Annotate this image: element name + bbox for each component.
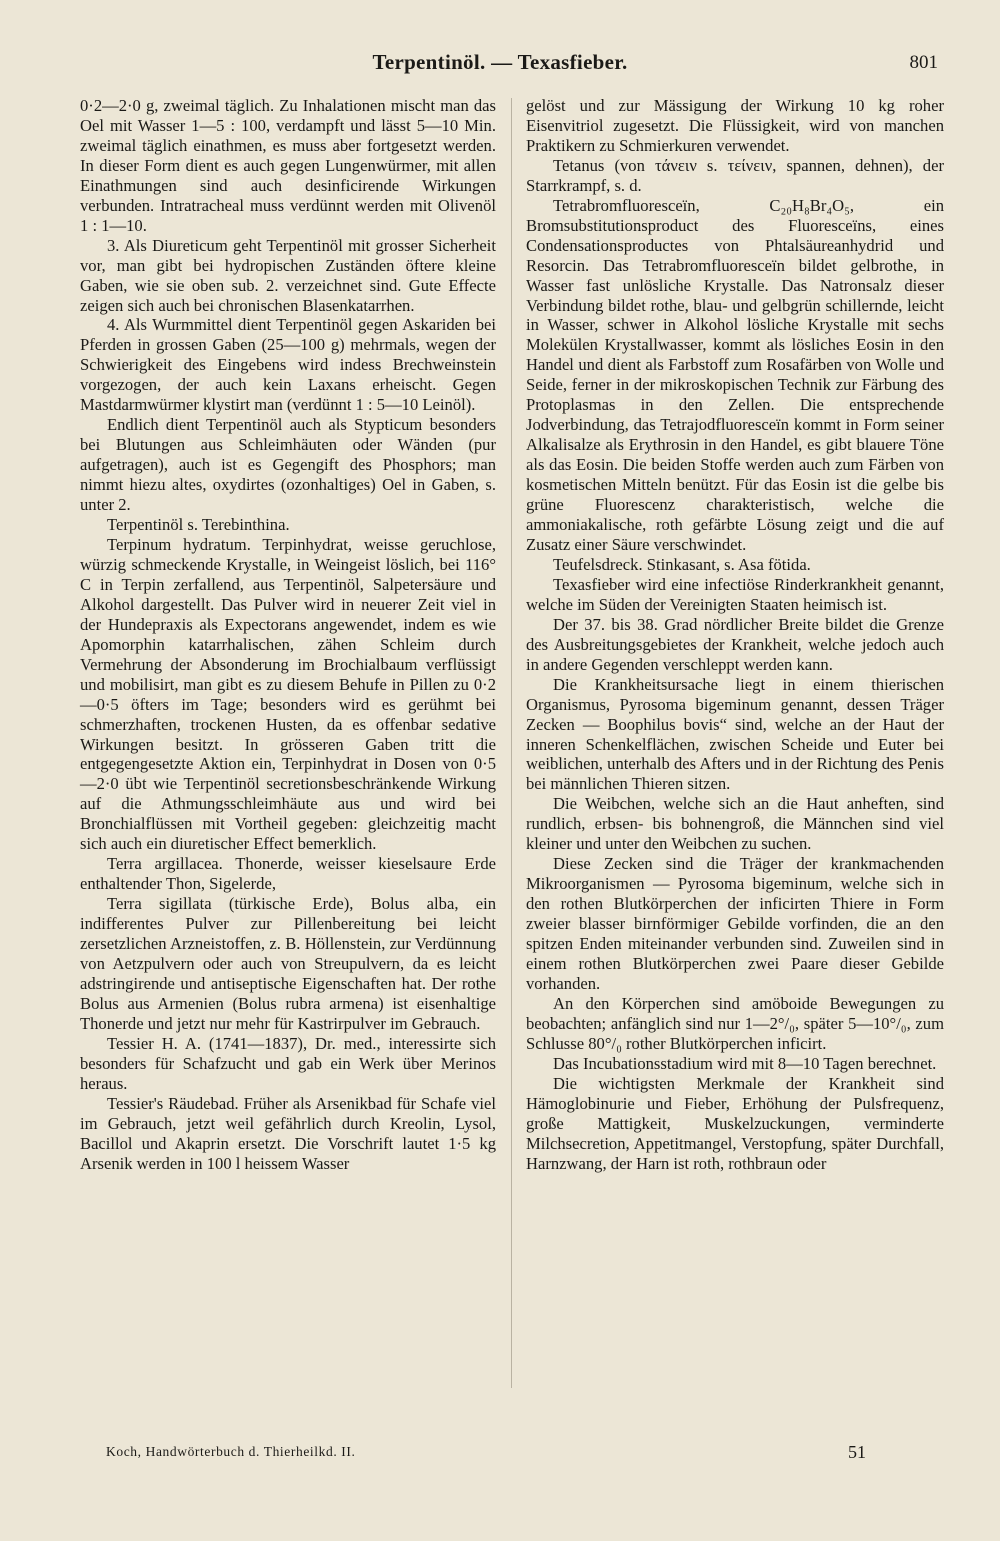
paragraph: An den Körperchen sind amöboide Bewegungen zu beobachten; anfänglich sind nur 1—2°/₀, später 5—10°/₀, zum Schlusse 80°/₀ rother Blutkörperchen inficirt. — [526, 993, 944, 1053]
paragraph: Diese Zecken sind die Träger der krankmachenden Mikroorganismen — Pyrosoma bigeminum, welche sich in den rothen Blutkörperchen der inficirten Thiere in Form zweier blasser birnförmiger Gebilde vorfinden, die an den spitzen Enden miteinander verbunden sind. Zuweilen sind in einem rothen Blutkörperchen zwei Paare dieser Gebilde vorhanden. — [526, 854, 944, 993]
column-rule — [511, 98, 512, 1388]
page-number: 801 — [909, 52, 938, 73]
paragraph: Das Incubationsstadium wird mit 8—10 Tagen berechnet. — [553, 1053, 937, 1073]
paragraph: Endlich dient Terpentinöl auch als Stypticum besonders bei Blutungen aus Schleimhäuten oder Wänden (pur aufgetragen), auch ist es Gegengift des Phosphors; man nimmt hiezu altes, oxydirtes (ozonhaltiges) Oel in Gaben, s. unter 2. — [80, 415, 496, 515]
running-title: Terpentinöl. — Texasfieber. — [372, 50, 628, 74]
entry-tessiers-raeudebad: Tessier's Räudebad. Früher als Arsenikbad für Schafe viel im Gebrauch, jetzt weil gefährlich durch Kreolin, Lysol, Bacillol und Akaprin ersetzt. Die Vorschrift lautet 1·5 kg Arsenik werden in 100 l heissem Wasser — [80, 1093, 496, 1173]
entry-terra-argillacea: Terra argillacea. Thonerde, weisser kieselsaure Erde enthaltender Thon, Sigelerde, — [80, 854, 496, 894]
entry-tessier: Tessier H. A. (1741—1837), Dr. med., interessirte sich besonders für Schafzucht und gab ein Werk über Merinos heraus. — [80, 1033, 496, 1093]
paragraph: 3. Als Diureticum geht Terpentinöl mit grosser Sicherheit vor, man gibt bei hydropischen Zuständen öftere kleine Gaben, wie sie oben sub. 2. verzeichnet sind. Gute Effecte zeigen sich auch bei chronischen Blasenkatarrhen. — [80, 235, 496, 315]
entry-teufelsdreck: Teufelsdreck. Stinkasant, s. Asa fötida. — [553, 554, 811, 574]
paragraph: gelöst und zur Mässigung der Wirkung 10 kg roher Eisenvitriol zugesetzt. Die Flüssigkeit, wird von manchen Praktikern zu Schmierkuren verwendet. — [526, 96, 944, 155]
right-column — [526, 96, 944, 1173]
entry-terpentinoel: Terpentinöl s. Terebinthina. — [107, 515, 290, 535]
paragraph: Die Krankheitsursache liegt in einem thierischen Organismus, Pyrosoma bigeminum genannt, dessen Träger Zecken — Boophilus bovis“ sind, welche an der Haut der inneren Schenkelflächen, zwischen Scheide und Euter bei weiblichen, unterhalb des Afters und in der Richtung des Penis bei männlichen Thieren sitzen. — [526, 674, 944, 794]
signature-mark: 51 — [848, 1442, 866, 1462]
page-footer — [80, 1442, 944, 1466]
paragraph: Die wichtigsten Merkmale der Krankheit sind Hämoglobinurie und Fieber, Erhöhung der Pulsfrequenz, große Mattigkeit, Muskelzuckungen, verminderte Milchsecretion, Appetitmangel, Verstopfung, später Durchfall, Harnzwang, der Harn ist roth, rothbraun oder — [526, 1073, 944, 1173]
footer-source: Koch, Handwörterbuch d. Thierheilkd. II. — [106, 1444, 356, 1459]
paragraph: Terra sigillata (türkische Erde), Bolus alba, ein indifferentes Pulver zur Pillenbereitung bei leicht zersetzlichen Arzneistoffen, z. B. Höllenstein, zur Verdünnung von Aetzpulvern oder auch von Streupulvern, da es leicht adstringirende und antiseptische Eigenschaften hat. Der rothe Bolus aus Armenien (Bolus rubra armena) ist eisenhaltige Thonerde und jetzt nur mehr für Kastrirpulver im Gebrauch. — [80, 894, 496, 1033]
entry-tetrabromfluorescein: Tetrabromfluoresceïn, C₂₀H₈Br₄O₅, ein Bromsubstitutionsproduct des Fluoresceïns, eines Condensationsproductes von Phtalsäureanhydrid und Resorcin. Das Tetrabromfluoresceïn bildet gelbrothe, in Wasser fast unlösliche Krystalle. Das Natronsalz dieser Verbindung bildet rothe, blau- und gelbgrün schillernde, leicht in Wasser, schwer in Alkohol lösliche Krystalle mit sechs Molekülen Krystallwasser, kommt als lösliches Eosin in den Handel und dient als Farbstoff zum Rosafärben von Wolle und Seide, ferner in der mikroskopischen Technik zur Färbung des Protoplasmas in den Zellen. Die entsprechende Jodverbindung, das Tetrajodfluoresceïn kommt in Form seiner Alkalisalze als Erythrosin in den Handel, es gibt blauere Töne als das Eosin. Die beiden Stoffe werden auch zum Färben von kosmetischen Mitteln benützt. Für das Eosin ist die gelbe bis grüne Fluorescenz charakteristisch, welche die ammoniakalische, roth gefärbte Lösung zeigt und die auf Zusatz einer Säure verschwindet. — [526, 195, 944, 554]
paragraph: 0·2—2·0 g, zweimal täglich. Zu Inhalationen mischt man das Oel mit Wasser 1—5 : 100, verdampft und lässt 5—10 Min. zweimal täglich einathmen, es muss aber fortgesetzt werden. In dieser Form dient es auch gegen Lungenwürmer, mit allen Einathmungen sind auch desinficirende Wirkungen verbunden. Intratracheal muss verdünnt werden mit Olivenöl 1 : 1—10. — [80, 96, 496, 235]
paragraph: Der 37. bis 38. Grad nördlicher Breite bildet die Grenze des Ausbreitungsgebietes der Krankheit, welche jedoch auch in andere Gegenden verschleppt werden kann. — [526, 614, 944, 674]
running-head — [0, 50, 1000, 80]
entry-terpinum-hydratum: Terpinum hydratum. Terpinhydrat, weisse geruchlose, würzig schmeckende Krystalle, in Weingeist löslich, bei 116° C in Terpin zerfallend, aus Terpentinöl, Salpetersäure und Alkohol dargestellt. Das Pulver wird in neuerer Zeit viel in der Hundepraxis als Expectorans angewendet, indem es wie Apomorphin katarrhalischen, zähen Schleim durch Vermehrung der Absonderung im Brochialbaum verflüssigt und mobilisirt, man gibt es zu diesem Behufe in Pillen zu 0·2—0·5 öfters im Tage; besonders wird es gerühmt bei schmerzhaften, trockenen Husten, da es offenbar sedative Wirkungen besitzt. In grösseren Gaben tritt die entgegengesetzte Aktion ein, Terpinhydrat in Dosen von 0·5—2·0 übt wie Terpentinöl secretionsbeschränkende Wirkung auf die Athmungsschleimhäute aus und wird bei Bronchialflüssen mit Vortheil gegeben: gleichzeitig macht sich auch ein diuretischer Effect bemerklich. — [80, 534, 496, 854]
paragraph: Die Weibchen, welche sich an die Haut anheften, sind rundlich, erbsen- bis bohnengroß, die Männchen sind viel kleiner und unter den Weibchen zu suchen. — [526, 794, 944, 854]
left-column — [80, 96, 496, 1173]
entry-tetanus: Tetanus (von τάνειν s. τείνειν, spannen, dehnen), der Starrkrampf, s. d. — [526, 155, 944, 195]
paragraph: 4. Als Wurmmittel dient Terpentinöl gegen Askariden bei Pferden in grossen Gaben (25—100 g) mehrmals, wegen der Schwierigkeit des Eingebens wird indess Brechweinstein vorgezogen, der auch kein Laxans erheischt. Gegen Mastdarmwürmer klystirt man (verdünnt 1 : 5—10 Leinöl). — [80, 315, 496, 415]
entry-texasfieber: Texasfieber wird eine infectiöse Rinderkrankheit genannt, welche im Süden der Vereinigten Staaten heimisch ist. — [526, 574, 944, 614]
